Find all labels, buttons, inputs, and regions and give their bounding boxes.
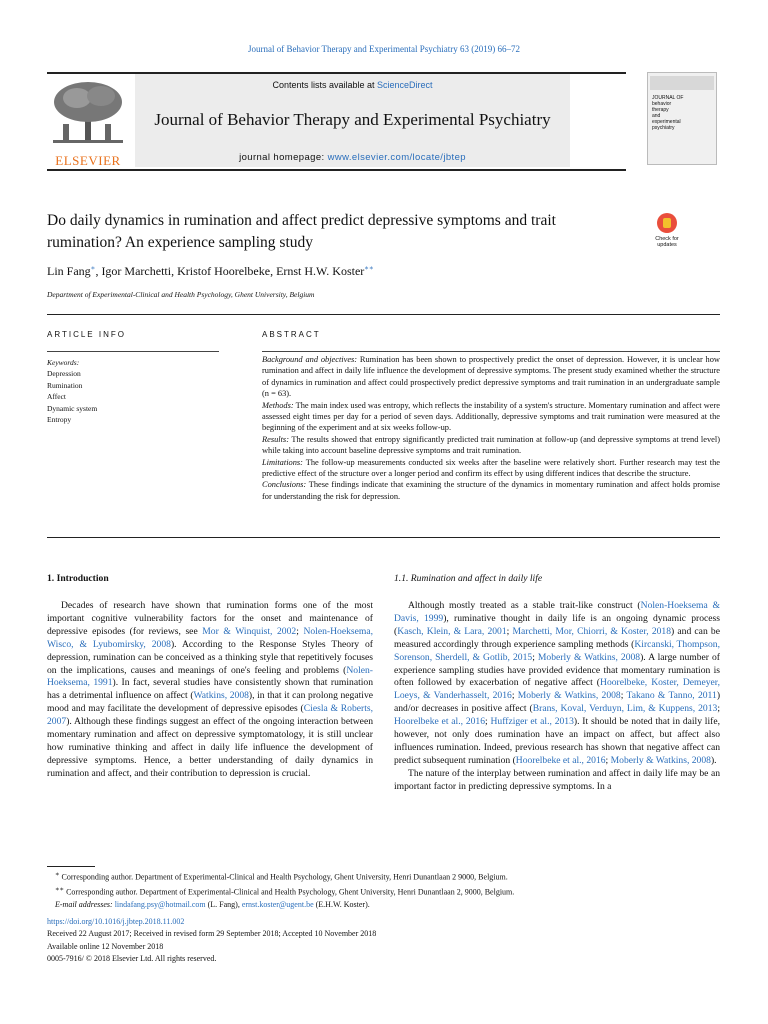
abstract-section-label: Results: (262, 434, 289, 444)
keyword: Affect (47, 392, 67, 402)
body-text: Although mostly treated as a stable trait-like construct ( (408, 600, 641, 611)
article-info-heading: ARTICLE INFO (47, 330, 126, 339)
email-link-fang[interactable]: lindafang.psy@hotmail.com (114, 900, 206, 910)
citation-link[interactable]: Ciesla & Roberts, 2007 (47, 703, 374, 728)
citation-link[interactable]: Hoorelbeke, Koster, Demeyer, Loeys, & Vanderhasselt, 2016 (394, 677, 720, 702)
email-link-koster[interactable]: ernst.koster@ugent.be (241, 900, 314, 910)
body-text: ; (605, 754, 611, 766)
footnote-2: ∗∗ Corresponding author. Department of Experimental-Clinical and Health Psychology, Ghent University, Henri Dunantlaan 2, 9000, Belgium. (55, 886, 515, 897)
publisher-wordmark: ELSEVIER (55, 153, 121, 168)
cover-title (652, 95, 692, 131)
homepage-prefix: journal homepage: (239, 152, 328, 163)
body-paragraph (47, 600, 373, 781)
running-head[interactable]: Journal of Behavior Therapy and Experimental Psychiatry 63 (2019) 66–72 (247, 44, 521, 54)
elsevier-tree-icon (47, 78, 129, 148)
abstract-section-text: Rumination has been shown to prospectively predict the onset of depression. However, it is unclear how rumination and affect in daily life influence the development of depressive symptoms. The present study examined whether the structure of dynamics in rumination and affect could prospectively predict depressive symptoms and trait rumination in an undergraduate sample (n = 63). (262, 355, 720, 399)
abstract-section (262, 434, 720, 457)
article-title: Do daily dynamics in rumination and affect predict depressive symptoms and trait rumination? An experience sampling study (47, 212, 556, 251)
journal-title: Journal of Behavior Therapy and Experimental Psychiatry (154, 110, 551, 129)
check-for-updates-badge[interactable] (647, 213, 687, 253)
body-column-right (394, 600, 720, 794)
divider (262, 351, 720, 352)
body-text: ; (506, 625, 513, 637)
body-paragraph (394, 768, 720, 794)
copyright: 0005-7916/ © 2018 Elsevier Ltd. All rights reserved. (47, 954, 217, 964)
body-text: The nature of the interplay between rumination and affect in daily life may be an important factor in predicting depressive symptoms. In a (394, 767, 720, 792)
author-name[interactable]: Igor Marchetti (101, 264, 172, 278)
cover-header-bar (650, 76, 714, 90)
contents-prefix: Contents lists available at (272, 80, 378, 90)
citation-link[interactable]: Nolen-Hoeksema & Davis, 1999 (394, 600, 721, 624)
cover-line: experimental (652, 119, 681, 125)
body-text: ). Although these findings suggest an effect of the ongoing interaction between momentary rumination and affect on depressive symptomatology, it is still unclear how ruminative thinking and affect in daily life influence the development of depressive symptoms. Hence, a better understanding of daily dynamics in rumination and affect, and their contribution to depression is crucial. (47, 716, 373, 779)
abstract-section-text: The results showed that entropy significantly predicted trait rumination at follow-up (and depressive symptoms at trend level) while taking into account baseline depressive symptoms and trait rumination. (262, 434, 720, 456)
citation-link[interactable]: Huffziger et al., 2013 (490, 716, 574, 728)
cover-line: behavior (652, 101, 672, 107)
abstract-body (262, 354, 720, 502)
elsevier-logo (47, 78, 129, 168)
author-list: Lin Fang∗, Igor Marchetti, Kristof Hoorelbeke, Ernst H.W. Koster∗∗ (47, 264, 374, 278)
section-heading-introduction: 1. Introduction (47, 573, 109, 584)
homepage-link[interactable]: www.elsevier.com/locate/jbtep (327, 152, 466, 163)
citation-link[interactable]: Hoorelbeke et al., 2016 (394, 716, 486, 728)
keywords-label: Keywords: (47, 358, 80, 367)
citation-link[interactable]: Kasch, Klein, & Lara, 2001 (397, 625, 507, 637)
received-dates: Received 22 August 2017; Received in revised form 29 September 2018; Accepted 10 November 2018 (47, 929, 377, 939)
homepage-line (135, 152, 570, 163)
citation-link[interactable]: Moberly & Watkins, 2008 (537, 651, 641, 663)
crossmark-icon (657, 213, 677, 233)
author-name[interactable]: Lin Fang (47, 264, 91, 278)
abstract-heading: ABSTRACT (262, 330, 321, 339)
body-text: ; (296, 625, 304, 637)
cover-line: psychiatry (652, 125, 675, 131)
footnotes (55, 869, 715, 912)
body-text: ; (620, 690, 627, 702)
contents-line (135, 80, 570, 90)
body-text: ) and can be measured accordingly through experience sampling methods ( (394, 625, 720, 650)
body-text: ) and/or decreases in positive affect ( (394, 690, 721, 715)
keyword: Rumination (47, 380, 83, 390)
keywords-block (47, 357, 97, 425)
body-paragraph (394, 600, 720, 768)
publication-info (47, 916, 376, 966)
citation-link[interactable]: Hoorelbeke et al., 2016 (515, 754, 606, 766)
available-online: Available online 12 November 2018 (47, 941, 164, 951)
divider (47, 314, 720, 315)
citation-link[interactable]: Brans, Koval, Verduyn, Lim, & Kuppens, 2013 (532, 703, 718, 715)
subsection-heading: 1.1. Rumination and affect in daily life (394, 573, 543, 584)
cover-line: and (652, 113, 661, 119)
author-footnote-mark[interactable]: ∗∗ (364, 264, 374, 272)
doi-link[interactable]: https://doi.org/10.1016/j.jbtep.2018.11.002 (47, 917, 185, 926)
author-name[interactable]: Ernst H.W. Koster (276, 264, 365, 278)
body-text: ; (717, 703, 720, 715)
body-text: ), in that it can prolong negative mood and may facilitate the development of depressive episodes ( (47, 690, 373, 715)
body-text: ). In fact, several studies have consistently shown that rumination has a detrimental influence on affect ( (47, 677, 373, 702)
footnote-emails: E-mail addresses: lindafang.psy@hotmail.com (L. Fang), ernst.koster@ugent.be (E.H.W. Koster). (55, 900, 370, 910)
citation-link[interactable]: Nolen-Hoeksema, 1991 (47, 664, 373, 689)
abstract-section-label: Conclusions: (262, 480, 307, 490)
abstract-section-label: Limitations: (262, 457, 303, 467)
keywords-list (47, 368, 97, 425)
journal-banner (135, 74, 570, 167)
cover-line: therapy (652, 107, 669, 113)
body-text: Decades of research have shown that rumination forms one of the most important cognitive vulnerability factors for the onset and maintenance of depressive episodes (for reviews, see (47, 600, 373, 637)
citation-link[interactable]: Moberly & Watkins, 2008 (610, 754, 711, 766)
abstract-section (262, 457, 720, 480)
journal-masthead (47, 72, 626, 171)
citation-link[interactable]: Moberly & Watkins, 2008 (517, 690, 621, 702)
body-text: ; (485, 716, 491, 728)
citation-link[interactable]: Takano & Tanno, 2011 (626, 690, 717, 702)
affiliation: Department of Experimental-Clinical and Health Psychology, Ghent University, Belgium (47, 290, 315, 299)
body-text: ; (532, 651, 538, 663)
divider (47, 537, 720, 538)
citation-link[interactable]: Nolen-Hoeksema, Wisco, & Lyubomirsky, 2008 (47, 625, 373, 650)
abstract-section (262, 400, 720, 434)
body-text: ). It should be noted that in daily life, however, not only does rumination have an impact on affect, but affect also influences rumination. Indeed, previous research has shown that negative affect can predict subsequent rumination ( (394, 716, 720, 766)
divider (47, 351, 219, 352)
sciencedirect-link[interactable]: ScienceDirect (377, 80, 433, 90)
footnote-1: ∗ Corresponding author. Department of Experimental-Clinical and Health Psychology, Ghent University, Henri Dunantlaan 2 9000, Belgium. (55, 871, 508, 882)
citation-link[interactable]: Watkins, 2008 (193, 690, 249, 702)
citation-link[interactable]: Mor & Winquist, 2002 (202, 625, 297, 637)
body-text: ), ruminative thought in daily life is an ongoing dynamic process ( (394, 612, 721, 637)
keyword: Entropy (47, 415, 72, 425)
abstract-section (262, 354, 720, 400)
body-text: ; (511, 690, 518, 702)
keyword: Depression (47, 369, 81, 379)
body-text: ). (710, 754, 717, 766)
abstract-section-label: Background and objectives: (262, 355, 358, 364)
abstract-section-text: The follow-up measurements conducted six weeks after the baseline were relatively short. Further research may test the predictive effect of the structure over a longer period and confirm its effect by using different indices that describe the structure. (262, 457, 720, 479)
keyword: Dynamic system (47, 403, 98, 413)
crossmark-label: Check for updates (655, 236, 679, 248)
body-text: ). A large number of experience sampling studies have provided evidence that momentary rumination is often followed by exacerbation of negative affect ( (394, 651, 720, 689)
abstract-section-text: The main index used was entropy, which reflects the instability of a system's structure. Momentary rumination and affect were assessed eight times per day for a period of seven days. Additionally, depressive symptoms and trait rumination were measured at the beginning of the experiment and at six weeks follow-up. (262, 400, 720, 433)
footnote-divider (47, 866, 95, 867)
citation-link[interactable]: Marchetti, Mor, Chiorri, & Koster, 2018 (512, 625, 672, 637)
abstract-section-text: These findings indicate that examining the structure of the dynamics in momentary rumination and affect holds promise for understanding the risk for depression. (262, 480, 720, 501)
citation-link[interactable]: Kircanski, Thompson, Sorenson, Sherdell, & Gotlib, 2015 (394, 638, 720, 663)
author-name[interactable]: Kristof Hoorelbeke (177, 264, 271, 278)
cover-line: JOURNAL OF (652, 95, 684, 101)
body-text: ). According to the Response Styles Theory of depression, rumination can be conceived as a thinking style that repetitively focuses on the implications, causes and meanings of one's feeling and problems ( (47, 638, 373, 676)
author-footnote-mark[interactable]: ∗ (90, 264, 96, 272)
abstract-section (262, 479, 720, 502)
abstract-section-label: Methods: (262, 400, 294, 410)
journal-cover-thumbnail[interactable] (647, 72, 717, 165)
body-column-left (47, 600, 373, 781)
